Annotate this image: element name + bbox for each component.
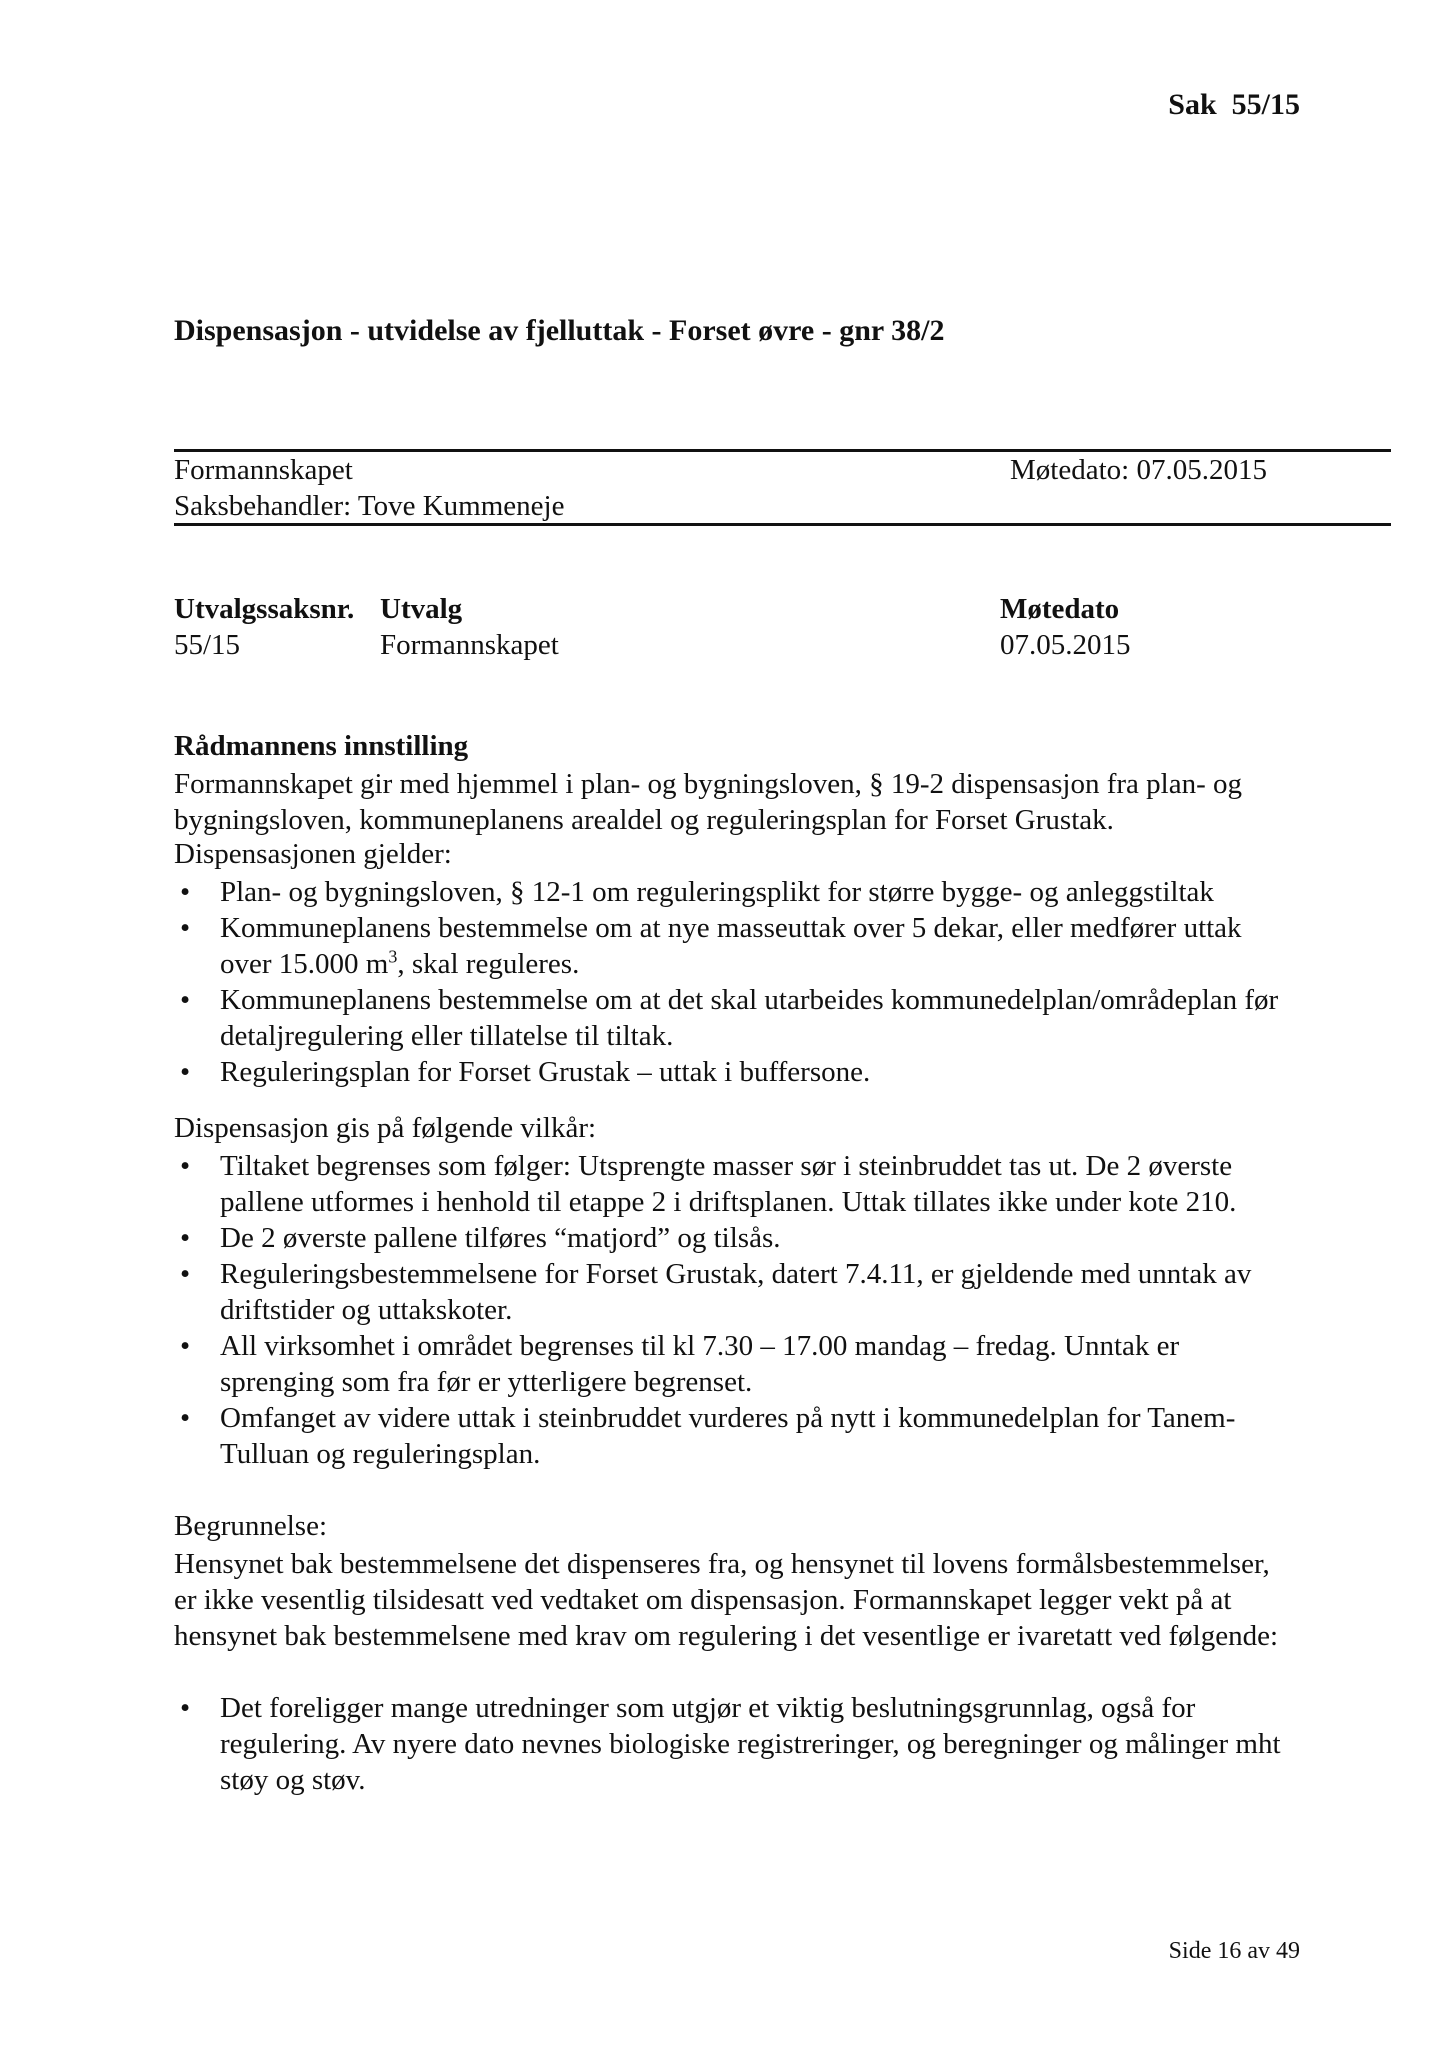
list-item: • All virksomhet i området begrenses til kl 7.30 – 17.00 mandag – fredag. Unntak er sprenging som fra før er ytterligere begrenset. (174, 1328, 1294, 1400)
case-table-header-committee: Utvalg (380, 593, 463, 625)
list-item (174, 910, 1294, 982)
case-table-cell-committee: Formannskapet (380, 629, 559, 661)
meta-committee: Formannskapet (174, 454, 353, 486)
case-table-header-number: Utvalgssaksnr. (174, 593, 355, 625)
list-item: • Plan- og bygningsloven, § 12-1 om reguleringsplikt for større bygge- og anleggstiltak (174, 874, 1294, 910)
reason-text: Hensynet bak bestemmelsene det dispenseres fra, og hensynet til lovens formålsbestemmelser, er ikke vesentlig tilsidesatt ved vedtaket om dispensasjon. Formannskapet legger vekt på at hensynet bak bestemmelsene med krav om regulering i det vesentlige er ivaretatt ved følgende: (174, 1548, 1279, 1652)
case-number-header: Sak 55/15 (1168, 88, 1300, 121)
list-item-text: Kommuneplanens bestemmelse om at nye masseuttak over 5 dekar, eller medfører uttak over 15.000 m (220, 912, 1242, 980)
meta-case-officer: Saksbehandler: Tove Kummeneje (174, 490, 565, 522)
list-item: • Kommuneplanens bestemmelse om at det skal utarbeides kommunedelplan/områdeplan før detaljregulering eller tillatelse til tiltak. (174, 982, 1294, 1054)
meta-bottom-rule (174, 523, 1391, 526)
page-number-footer: Side 16 av 49 (1168, 1938, 1300, 1964)
list-item: • De 2 øverste pallene tilføres “matjord” og tilsås. (174, 1220, 1294, 1256)
meta-top-rule (174, 449, 1391, 452)
conditions-list (174, 1148, 1294, 1472)
recommendation-heading: Rådmannens innstilling (174, 730, 469, 762)
list-item: • Reguleringsplan for Forset Grustak – uttak i buffersone. (174, 1054, 1294, 1090)
meta-meeting-date: Møtedato: 07.05.2015 (1010, 454, 1267, 486)
case-table-cell-number: 55/15 (174, 629, 241, 661)
list-item-text: , skal reguleres. (397, 948, 580, 980)
list-item: • Reguleringsbestemmelsene for Forset Grustak, datert 7.4.11, er gjeldende med unntak av driftstider og uttakskoter. (174, 1256, 1294, 1328)
applies-label: Dispensasjonen gjelder: (174, 838, 452, 870)
list-item: • Omfanget av videre uttak i steinbruddet vurderes på nytt i kommunedelplan for Tanem-Tulluan og reguleringsplan. (174, 1400, 1294, 1472)
reason-label: Begrunnelse: (174, 1510, 328, 1542)
applies-list (174, 874, 1294, 1090)
list-item: • Det foreligger mange utredninger som utgjør et viktig beslutningsgrunnlag, også for regulering. Av nyere dato nevnes biologiske registreringer, og beregninger og målinger mht støy og støv. (174, 1690, 1294, 1798)
conditions-label: Dispensasjon gis på følgende vilkår: (174, 1112, 597, 1144)
case-table-header-date: Møtedato (1000, 593, 1120, 625)
document-title: Dispensasjon - utvidelse av fjelluttak - Forset øvre - gnr 38/2 (174, 314, 945, 347)
superscript-exponent: 3 (388, 946, 398, 967)
reason-list (174, 1690, 1294, 1798)
case-table-cell-date: 07.05.2015 (1000, 629, 1131, 661)
recommendation-intro: Formannskapet gir med hjemmel i plan- og bygningsloven, § 19-2 dispensasjon fra plan- og bygningsloven, kommuneplanens arealdel og reguleringsplan for Forset Grustak. (174, 768, 1242, 836)
list-item: • Tiltaket begrenses som følger: Utsprengte masser sør i steinbruddet tas ut. De 2 øverste pallene utformes i henhold til etappe 2 i driftsplanen. Uttak tillates ikke under kote 210. (174, 1148, 1294, 1220)
